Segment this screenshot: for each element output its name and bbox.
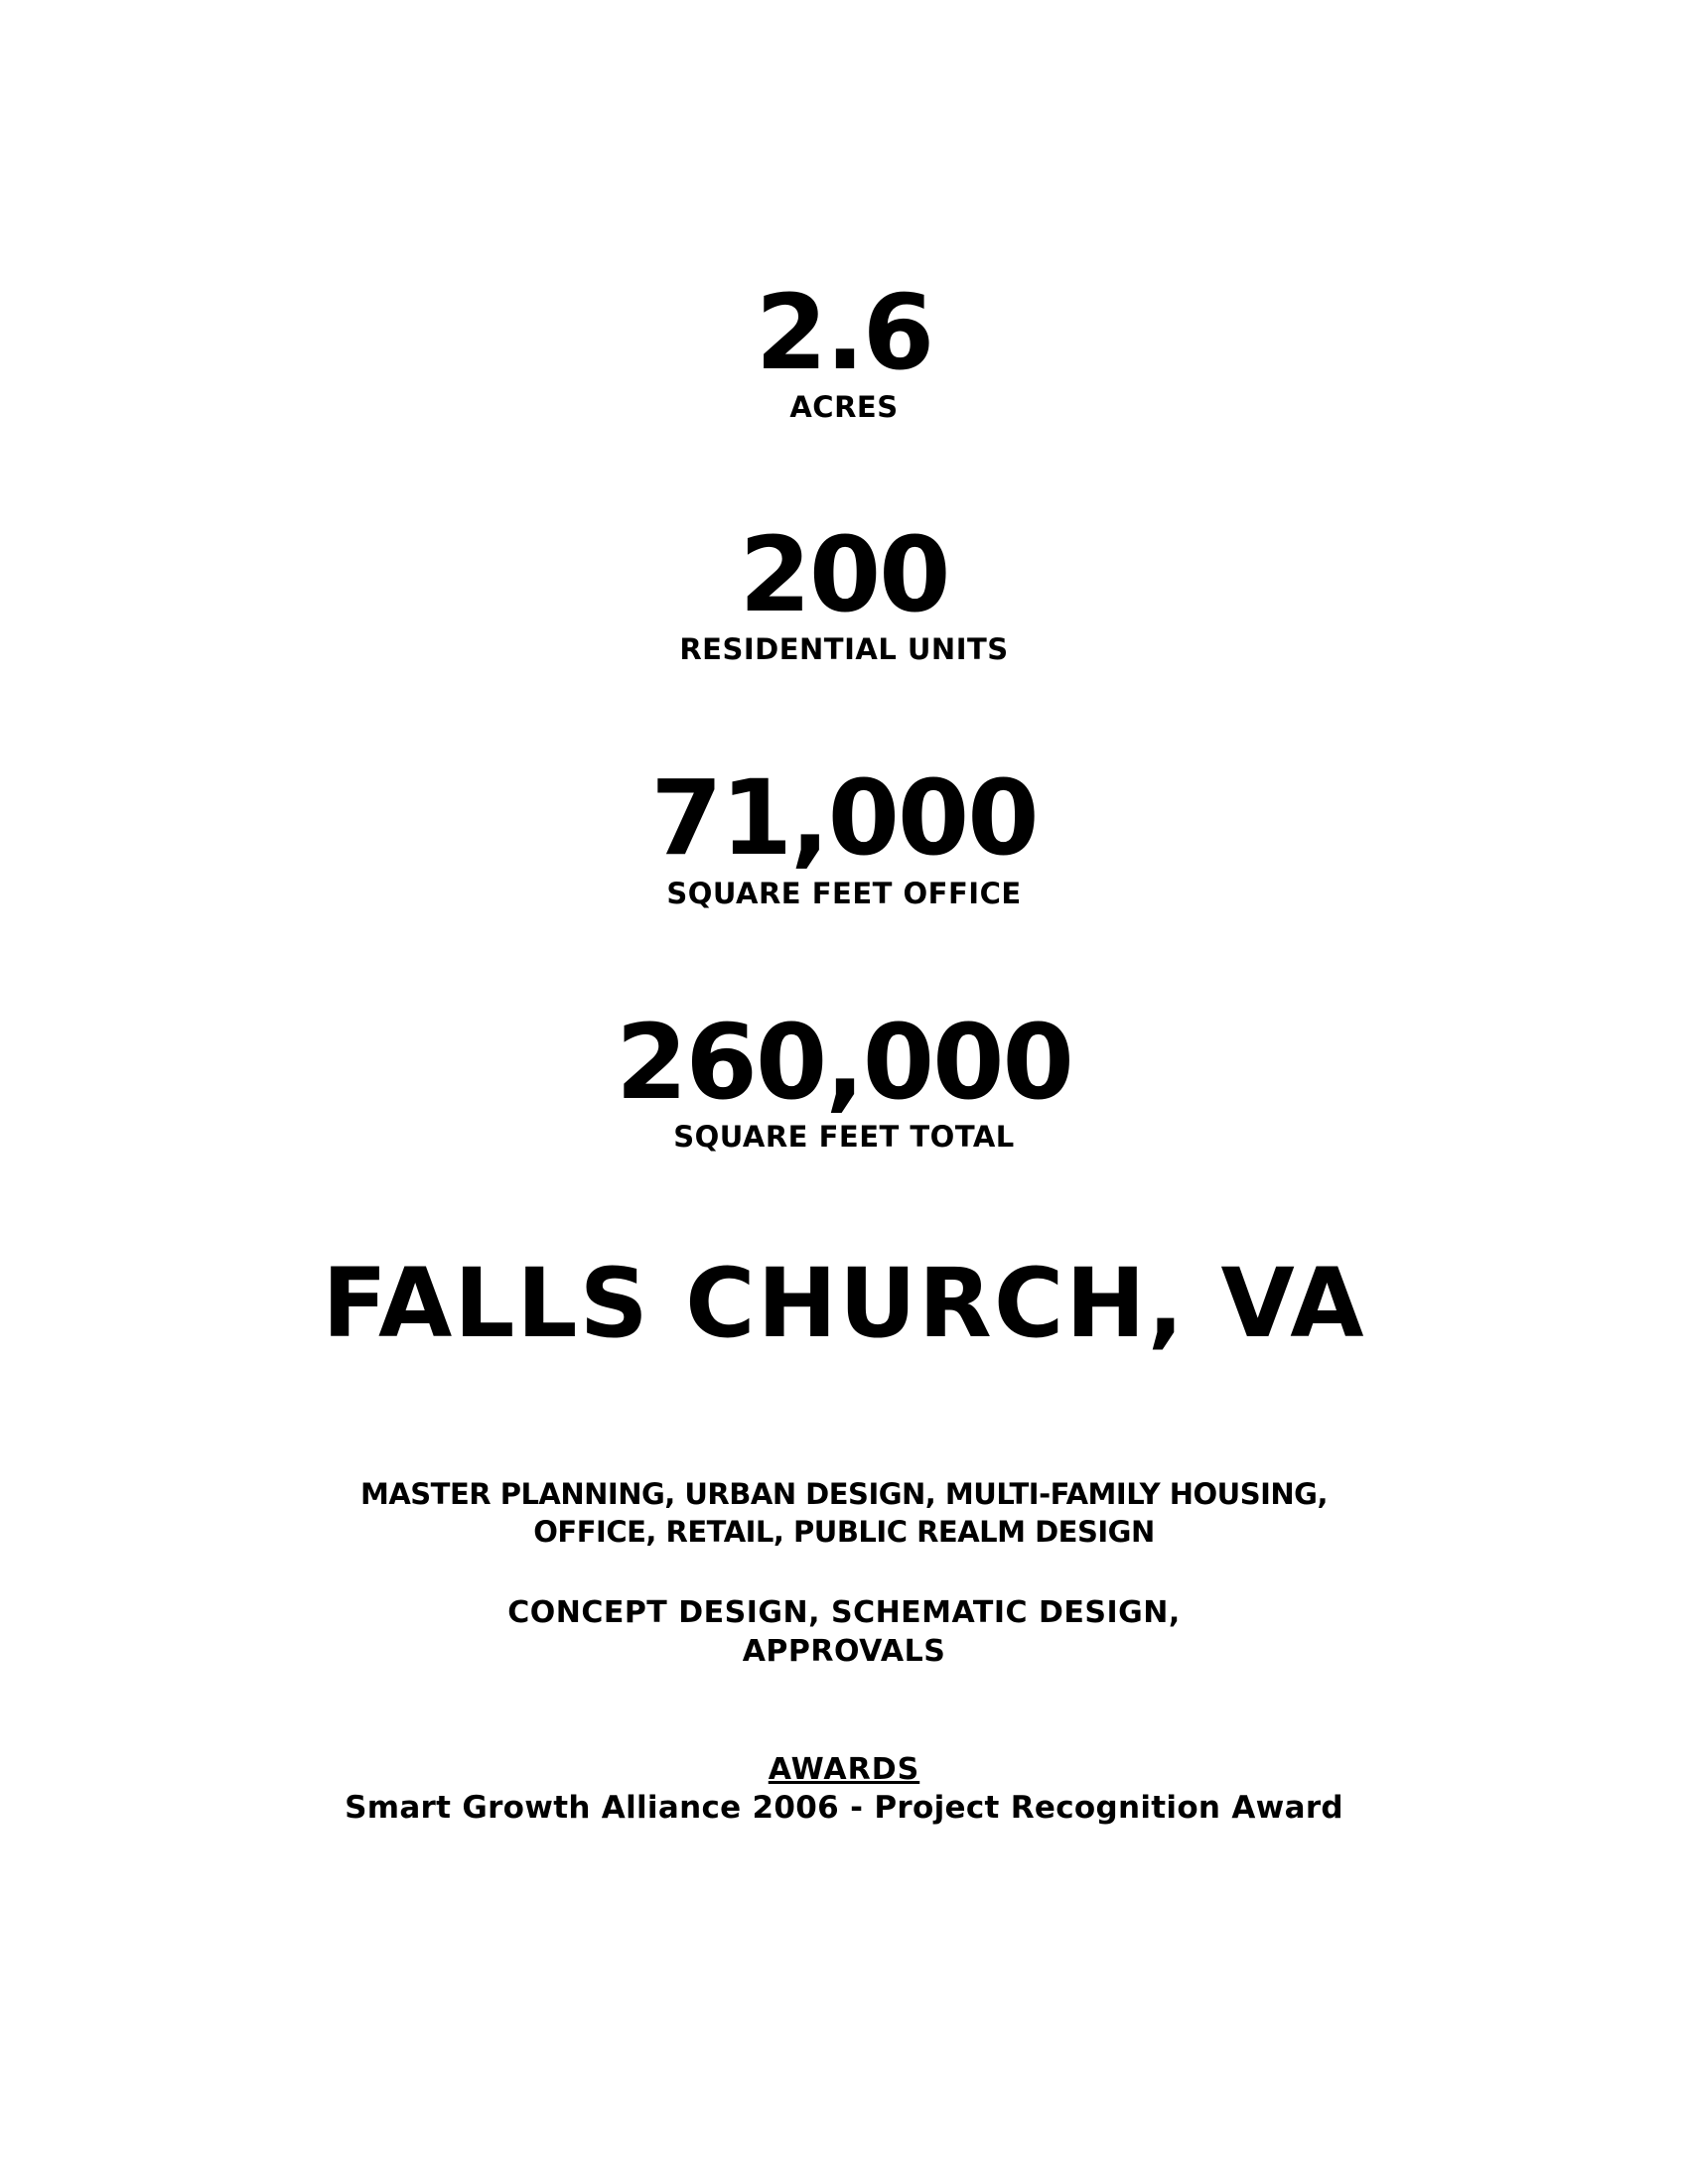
stat-office-label: SQUARE FEET OFFICE — [666, 877, 1022, 910]
stat-acres-value: 2.6 — [755, 272, 933, 393]
awards-heading: AWARDS — [768, 1752, 920, 1787]
stat-office-value: 71,000 — [650, 757, 1038, 879]
location-title: FALLS CHURCH, VA — [322, 1248, 1366, 1359]
phases-block — [0, 1593, 1688, 1671]
awards-item: Smart Growth Alliance 2006 - Project Recognition Award — [345, 1790, 1343, 1826]
stat-units-value: 200 — [739, 514, 949, 635]
services-block — [0, 1476, 1688, 1551]
phases-line-2: APPROVALS — [742, 1634, 946, 1669]
services-line-1: MASTER PLANNING, URBAN DESIGN, MULTI-FAMILY HOUSING, — [359, 1477, 1328, 1511]
stat-total-value: 260,000 — [616, 1002, 1072, 1123]
services-line-2: OFFICE, RETAIL, PUBLIC REALM DESIGN — [533, 1514, 1155, 1549]
phases-line-1: CONCEPT DESIGN, SCHEMATIC DESIGN, — [507, 1595, 1181, 1630]
stat-units-label: RESIDENTIAL UNITS — [679, 632, 1009, 666]
stat-acres-label: ACRES — [789, 390, 899, 424]
stat-total-label: SQUARE FEET TOTAL — [673, 1120, 1015, 1154]
